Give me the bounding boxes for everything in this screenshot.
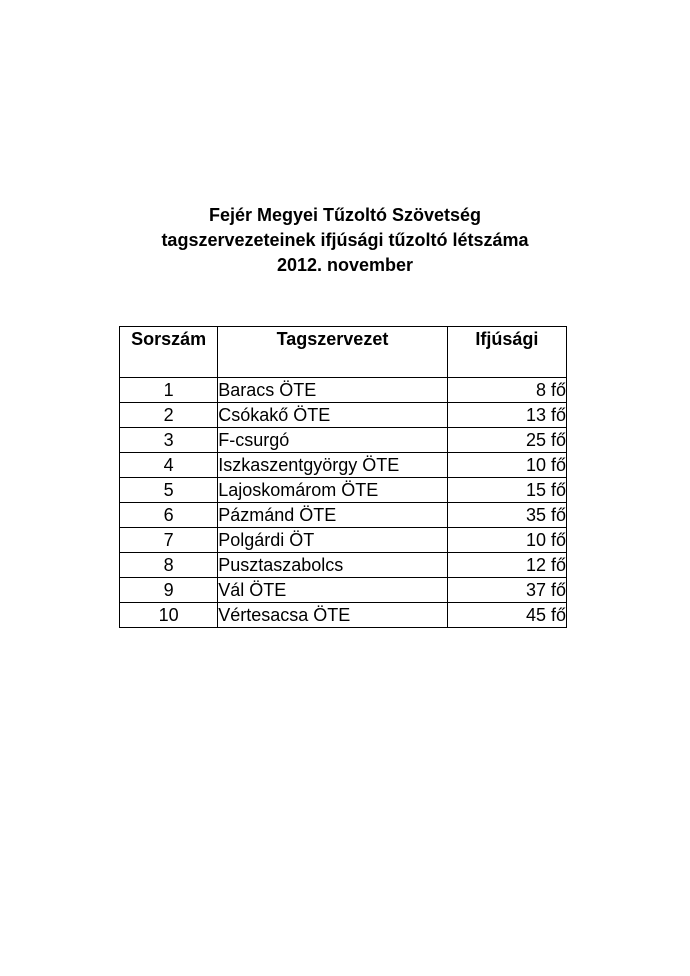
row-organization: Lajoskomárom ÖTE	[218, 478, 448, 503]
row-organization: Pusztaszabolcs	[218, 553, 448, 578]
row-organization: Baracs ÖTE	[218, 378, 448, 403]
table-row	[120, 403, 567, 428]
table-row	[120, 428, 567, 453]
row-organization: Csókakő ÖTE	[218, 403, 448, 428]
title-line-3: 2012. november	[276, 255, 414, 275]
table-row	[120, 578, 567, 603]
table-header-row	[120, 327, 567, 378]
row-organization: Pázmánd ÖTE	[218, 503, 448, 528]
row-number: 5	[120, 478, 218, 503]
row-youth-count: 12 fő	[447, 553, 566, 578]
row-number: 1	[120, 378, 218, 403]
row-organization: F-csurgó	[218, 428, 448, 453]
row-number: 4	[120, 453, 218, 478]
title-line-2: tagszervezeteinek ifjúsági tűzoltó létszáma	[161, 230, 529, 250]
row-youth-count: 37 fő	[447, 578, 566, 603]
row-youth-count: 15 fő	[447, 478, 566, 503]
row-youth-count: 10 fő	[447, 453, 566, 478]
header-organization: Tagszervezet	[218, 327, 448, 378]
row-organization: Vértesacsa ÖTE	[218, 603, 448, 628]
row-organization: Iszkaszentgyörgy ÖTE	[218, 453, 448, 478]
row-number: 7	[120, 528, 218, 553]
table-row	[120, 453, 567, 478]
row-number: 3	[120, 428, 218, 453]
row-number: 8	[120, 553, 218, 578]
title-line-1: Fejér Megyei Tűzoltó Szövetség	[208, 205, 482, 225]
header-youth: Ifjúsági	[447, 327, 566, 378]
table-row	[120, 553, 567, 578]
row-number: 9	[120, 578, 218, 603]
row-youth-count: 25 fő	[447, 428, 566, 453]
row-youth-count: 8 fő	[447, 378, 566, 403]
row-number: 10	[120, 603, 218, 628]
table-row	[120, 478, 567, 503]
row-youth-count: 10 fő	[447, 528, 566, 553]
row-youth-count: 13 fő	[447, 403, 566, 428]
row-organization: Polgárdi ÖT	[218, 528, 448, 553]
row-youth-count: 35 fő	[447, 503, 566, 528]
table-row	[120, 378, 567, 403]
table-row	[120, 528, 567, 553]
header-number: Sorszám	[120, 327, 218, 378]
table-row	[120, 503, 567, 528]
row-number: 2	[120, 403, 218, 428]
membership-table	[119, 326, 567, 628]
row-organization: Vál ÖTE	[218, 578, 448, 603]
row-youth-count: 45 fő	[447, 603, 566, 628]
row-number: 6	[120, 503, 218, 528]
table-row	[120, 603, 567, 628]
document-title	[0, 203, 690, 278]
